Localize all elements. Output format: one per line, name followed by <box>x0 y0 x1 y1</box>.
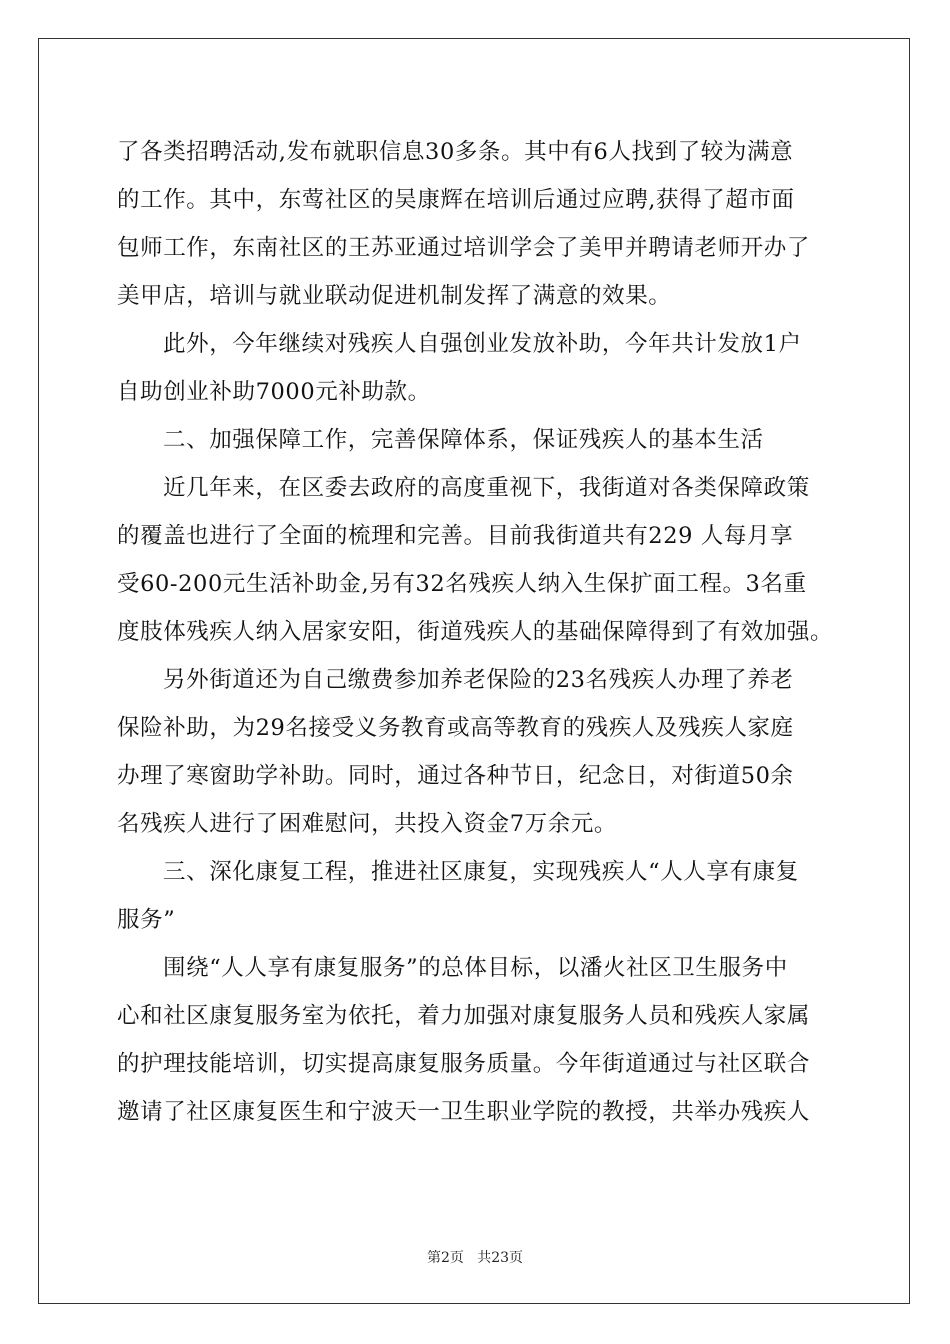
page-number-footer: 第2页 共23页 <box>426 1250 524 1266</box>
text-line: 保险补助，为29名接受义务教育或高等教育的残疾人及残疾人家庭 <box>117 715 794 741</box>
document-body <box>117 128 833 1136</box>
text-line: 包师工作，东南社区的王苏亚通过培训学会了美甲并聘请老师开办了 <box>117 235 811 261</box>
text-line: 自助创业补助7000元补助款。 <box>117 379 431 405</box>
text-line: 另外街道还为自己缴费参加养老保险的23名残疾人办理了养老 <box>163 667 794 693</box>
text-line: 的护理技能培训，切实提高康复服务质量。今年街道通过与社区联合 <box>117 1051 811 1077</box>
text-line: 服务” <box>117 907 176 933</box>
text-line: 的覆盖也进行了全面的梳理和完善。目前我街道共有229 人每月享 <box>117 523 794 549</box>
text-line: 心和社区康复服务室为依托，着力加强对康复服务人员和残疾人家属 <box>117 1003 811 1029</box>
text-line: 二、加强保障工作，完善保障体系，保证残疾人的基本生活 <box>163 427 764 453</box>
text-line: 了各类招聘活动,发布就职信息30多条。其中有6人找到了较为满意 <box>117 139 794 165</box>
text-line: 近几年来，在区委去政府的高度重视下，我街道对各类保障政策 <box>163 475 810 501</box>
text-line: 度肢体残疾人纳入居家安阳，街道残疾人的基础保障得到了有效加强。 <box>117 619 834 645</box>
text-line: 受60-200元生活补助金,另有32名残疾人纳入生保扩面工程。3名重 <box>117 571 807 597</box>
text-line: 美甲店，培训与就业联动促进机制发挥了满意的效果。 <box>117 283 672 309</box>
text-line: 围绕“人人享有康复服务”的总体目标，以潘火社区卫生服务中 <box>163 955 788 981</box>
text-line: 三、深化康复工程，推进社区康复，实现残疾人“人人享有康复 <box>163 859 799 885</box>
text-line: 的工作。其中，东莺社区的吴康辉在培训后通过应聘,获得了超市面 <box>117 187 795 213</box>
text-line: 邀请了社区康复医生和宁波天一卫生职业学院的教授，共举办残疾人 <box>117 1099 811 1125</box>
text-line: 办理了寒窗助学补助。同时，通过各种节日，纪念日，对街道50余 <box>117 763 794 789</box>
text-line: 此外，今年继续对残疾人自强创业发放补助，今年共计发放1户 <box>163 331 802 357</box>
text-line: 名残疾人进行了困难慰问，共投入资金7万余元。 <box>117 811 618 837</box>
